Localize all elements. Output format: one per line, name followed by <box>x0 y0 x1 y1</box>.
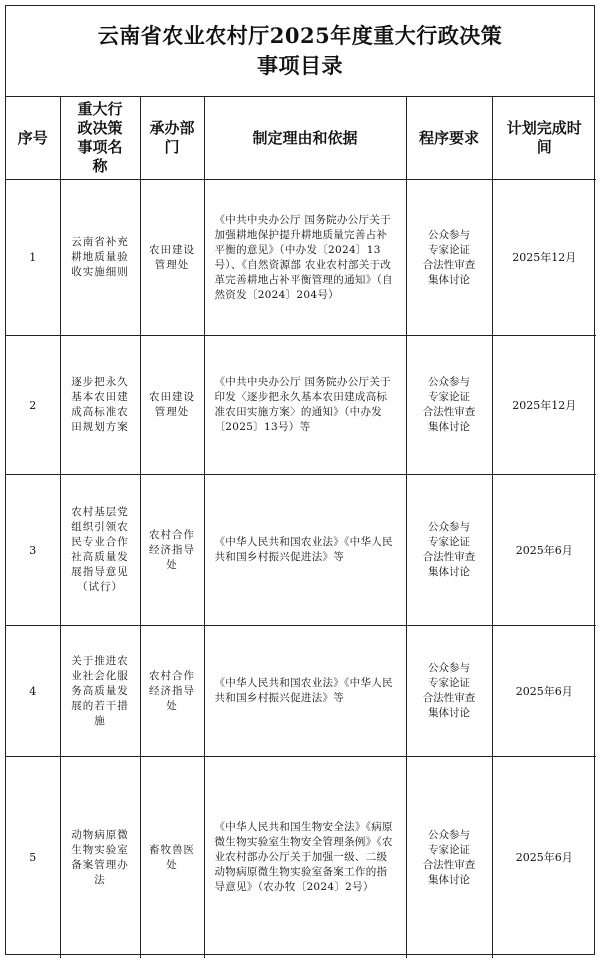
row-name: 逐步把永久基本农田建成高标准农田规划方案 <box>60 336 140 475</box>
row-dept: 畜牧兽医处 <box>140 757 204 959</box>
row-dept: 农村合作经济指导处 <box>140 626 204 757</box>
header-name: 重大行政决策事项名称 <box>60 97 140 180</box>
procedure-item: 集体讨论 <box>428 273 470 286</box>
procedure-item: 公众参与 <box>428 828 470 841</box>
row-basis: 《中华人民共和国农业法》《中华人民共和国乡村振兴促进法》等 <box>204 626 406 757</box>
procedure-item: 专家论证 <box>428 243 470 256</box>
table-row <box>6 180 596 336</box>
procedure-item: 合法性审查 <box>422 406 476 418</box>
title-line-2: 事项目录 <box>257 53 343 78</box>
procedure-item: 专家论证 <box>428 391 470 403</box>
procedure-item: 公众参与 <box>428 521 470 533</box>
row-time: 2025年6月 <box>492 757 596 959</box>
procedure-item: 集体讨论 <box>428 707 470 719</box>
header-time: 计划完成时间 <box>492 97 596 180</box>
row-num: 4 <box>6 626 60 757</box>
row-dept: 农田建设管理处 <box>140 180 204 336</box>
row-num: 3 <box>6 475 60 626</box>
procedure-item: 专家论证 <box>428 677 470 689</box>
header-row <box>6 97 596 180</box>
row-num: 1 <box>6 180 60 336</box>
row-dept: 农田建设管理处 <box>140 336 204 475</box>
header-procedure: 程序要求 <box>406 97 492 180</box>
row-basis: 《中共中央办公厅 国务院办公厅关于印发〈逐步把永久基本农田建成高标准农田实施方案〉的通知》（中办发〔2025〕13号）等 <box>204 336 406 475</box>
table-row <box>6 626 596 757</box>
procedure-item: 合法性审查 <box>422 258 476 271</box>
table-row <box>6 475 596 626</box>
header-dept: 承办部门 <box>140 97 204 180</box>
row-basis: 《中华人民共和国农业法》《中华人民共和国乡村振兴促进法》等 <box>204 475 406 626</box>
table-row <box>6 336 596 475</box>
procedure-item: 合法性审查 <box>422 858 476 871</box>
row-dept: 农村合作经济指导处 <box>140 475 204 626</box>
procedure-item: 专家论证 <box>428 536 470 548</box>
procedure-item: 集体讨论 <box>428 421 470 433</box>
row-basis: 《中共中央办公厅 国务院办公厅关于加强耕地保护提升耕地质量完善占补平衡的意见》（中办发〔2024〕13号）、《自然资源部 农业农村部关于改革完善耕地占补平衡管理的通知》（自然资发〔2024〕204号） <box>204 180 406 336</box>
row-basis: 《中华人民共和国生物安全法》《病原微生物实验室生物安全管理条例》《农业农村部办公厅关于加强一级、二级动物病原微生物实验室备案工作的指导意见》（农办牧〔2024〕2号） <box>204 757 406 959</box>
row-procedure <box>406 757 492 959</box>
row-time: 2025年12月 <box>492 180 596 336</box>
header-basis: 制定理由和依据 <box>204 97 406 180</box>
procedure-item: 集体讨论 <box>428 873 470 886</box>
table-row <box>6 757 596 959</box>
decision-catalog-document <box>5 5 595 955</box>
row-time: 2025年6月 <box>492 475 596 626</box>
procedure-item: 公众参与 <box>428 376 470 388</box>
document-title <box>6 6 594 97</box>
header-num: 序号 <box>6 97 60 180</box>
row-procedure <box>406 336 492 475</box>
row-procedure <box>406 180 492 336</box>
row-procedure <box>406 626 492 757</box>
row-num: 2 <box>6 336 60 475</box>
row-name: 动物病原微生物实验室备案管理办法 <box>60 757 140 959</box>
procedure-item: 合法性审查 <box>422 551 476 563</box>
row-num: 5 <box>6 757 60 959</box>
procedure-item: 合法性审查 <box>422 692 476 704</box>
procedure-item: 集体讨论 <box>428 566 470 578</box>
row-time: 2025年6月 <box>492 626 596 757</box>
row-name: 农村基层党组织引领农民专业合作社高质量发展指导意见（试行） <box>60 475 140 626</box>
row-time: 2025年12月 <box>492 336 596 475</box>
row-procedure <box>406 475 492 626</box>
row-name: 云南省补充耕地质量验收实施细则 <box>60 180 140 336</box>
procedure-item: 公众参与 <box>428 662 470 674</box>
procedure-item: 公众参与 <box>428 228 470 241</box>
row-name: 关于推进农业社会化服务高质量发展的若干措施 <box>60 626 140 757</box>
title-line-1: 云南省农业农村厅2025年度重大行政决策 <box>97 23 503 48</box>
procedure-item: 专家论证 <box>428 843 470 856</box>
decision-table <box>6 97 596 958</box>
